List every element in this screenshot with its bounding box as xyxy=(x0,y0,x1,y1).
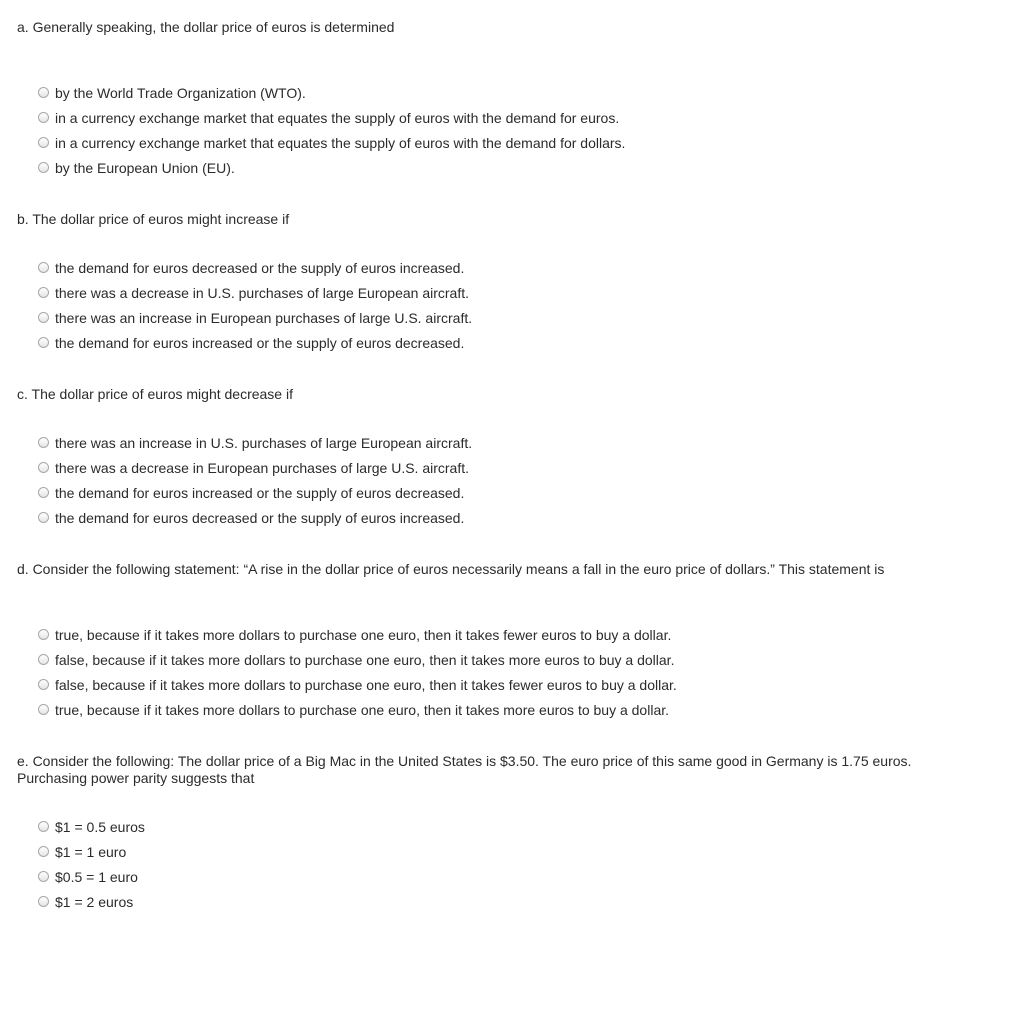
answer-options xyxy=(38,81,625,181)
answer-option[interactable] xyxy=(38,156,625,181)
answer-option-label: the demand for euros decreased or the supply of euros increased. xyxy=(55,260,465,276)
question-prompt: c. The dollar price of euros might decrease if xyxy=(17,386,293,402)
answer-option-label: by the European Union (EU). xyxy=(55,160,235,176)
question-prompt: d. Consider the following statement: “A rise in the dollar price of euros necessarily means a fall in the euro price of dollars.” This statement is xyxy=(17,561,885,577)
question-e xyxy=(17,753,917,787)
answer-option-label: false, because if it takes more dollars to purchase one euro, then it takes fewer euros to buy a dollar. xyxy=(55,677,677,693)
radio-button[interactable] xyxy=(38,262,49,273)
radio-button[interactable] xyxy=(38,896,49,907)
answer-option[interactable] xyxy=(38,648,677,673)
answer-option-label: $0.5 = 1 euro xyxy=(55,869,138,885)
answer-option-label: there was an increase in European purchases of large U.S. aircraft. xyxy=(55,310,473,326)
answer-option-label: there was a decrease in U.S. purchases of large European aircraft. xyxy=(55,285,469,301)
answer-option-label: by the World Trade Organization (WTO). xyxy=(55,85,306,101)
radio-button[interactable] xyxy=(38,162,49,173)
radio-button[interactable] xyxy=(38,629,49,640)
answer-option-label: there was a decrease in European purchases of large U.S. aircraft. xyxy=(55,460,469,476)
question-prompt: e. Consider the following: The dollar price of a Big Mac in the United States is $3.50. The euro price of this same good in Germany is 1.75 euros. Purchasing power parity suggests that xyxy=(17,753,912,786)
answer-options xyxy=(38,431,472,531)
radio-button[interactable] xyxy=(38,87,49,98)
question-a xyxy=(17,19,917,36)
radio-button[interactable] xyxy=(38,487,49,498)
answer-option[interactable] xyxy=(38,456,472,481)
radio-button[interactable] xyxy=(38,337,49,348)
answer-option[interactable] xyxy=(38,481,472,506)
question-d xyxy=(17,561,917,578)
radio-button[interactable] xyxy=(38,137,49,148)
question-prompt: b. The dollar price of euros might increase if xyxy=(17,211,290,227)
answer-option-label: there was an increase in U.S. purchases of large European aircraft. xyxy=(55,435,473,451)
answer-option[interactable] xyxy=(38,815,145,840)
radio-button[interactable] xyxy=(38,462,49,473)
radio-button[interactable] xyxy=(38,654,49,665)
radio-button[interactable] xyxy=(38,704,49,715)
answer-option-label: in a currency exchange market that equates the supply of euros with the demand for dollars. xyxy=(55,135,626,151)
radio-button[interactable] xyxy=(38,846,49,857)
answer-option[interactable] xyxy=(38,890,145,915)
answer-option[interactable] xyxy=(38,698,677,723)
radio-button[interactable] xyxy=(38,512,49,523)
radio-button[interactable] xyxy=(38,287,49,298)
answer-option-label: the demand for euros increased or the supply of euros decreased. xyxy=(55,335,465,351)
answer-options xyxy=(38,623,677,723)
answer-option-label: $1 = 0.5 euros xyxy=(55,819,145,835)
answer-option-label: true, because if it takes more dollars to purchase one euro, then it takes fewer euros to buy a dollar. xyxy=(55,627,672,643)
answer-options xyxy=(38,256,472,356)
answer-option[interactable] xyxy=(38,106,625,131)
radio-button[interactable] xyxy=(38,821,49,832)
answer-option[interactable] xyxy=(38,256,472,281)
answer-option-label: $1 = 2 euros xyxy=(55,894,134,910)
question-c xyxy=(17,386,917,403)
answer-option[interactable] xyxy=(38,131,625,156)
answer-option[interactable] xyxy=(38,306,472,331)
question-b xyxy=(17,211,917,228)
answer-option[interactable] xyxy=(38,81,625,106)
radio-button[interactable] xyxy=(38,112,49,123)
answer-option[interactable] xyxy=(38,623,677,648)
answer-option[interactable] xyxy=(38,673,677,698)
answer-option[interactable] xyxy=(38,431,472,456)
radio-button[interactable] xyxy=(38,871,49,882)
answer-option-label: true, because if it takes more dollars to purchase one euro, then it takes more euros to buy a dollar. xyxy=(55,702,670,718)
answer-option[interactable] xyxy=(38,506,472,531)
answer-option-label: the demand for euros increased or the supply of euros decreased. xyxy=(55,485,465,501)
radio-button[interactable] xyxy=(38,679,49,690)
answer-option[interactable] xyxy=(38,281,472,306)
answer-option-label: $1 = 1 euro xyxy=(55,844,127,860)
answer-option[interactable] xyxy=(38,840,145,865)
question-prompt: a. Generally speaking, the dollar price of euros is determined xyxy=(17,19,395,35)
radio-button[interactable] xyxy=(38,437,49,448)
answer-options xyxy=(38,815,145,915)
answer-option-label: false, because if it takes more dollars to purchase one euro, then it takes more euros to buy a dollar. xyxy=(55,652,675,668)
answer-option[interactable] xyxy=(38,865,145,890)
answer-option[interactable] xyxy=(38,331,472,356)
answer-option-label: the demand for euros decreased or the supply of euros increased. xyxy=(55,510,465,526)
radio-button[interactable] xyxy=(38,312,49,323)
answer-option-label: in a currency exchange market that equates the supply of euros with the demand for euros. xyxy=(55,110,620,126)
